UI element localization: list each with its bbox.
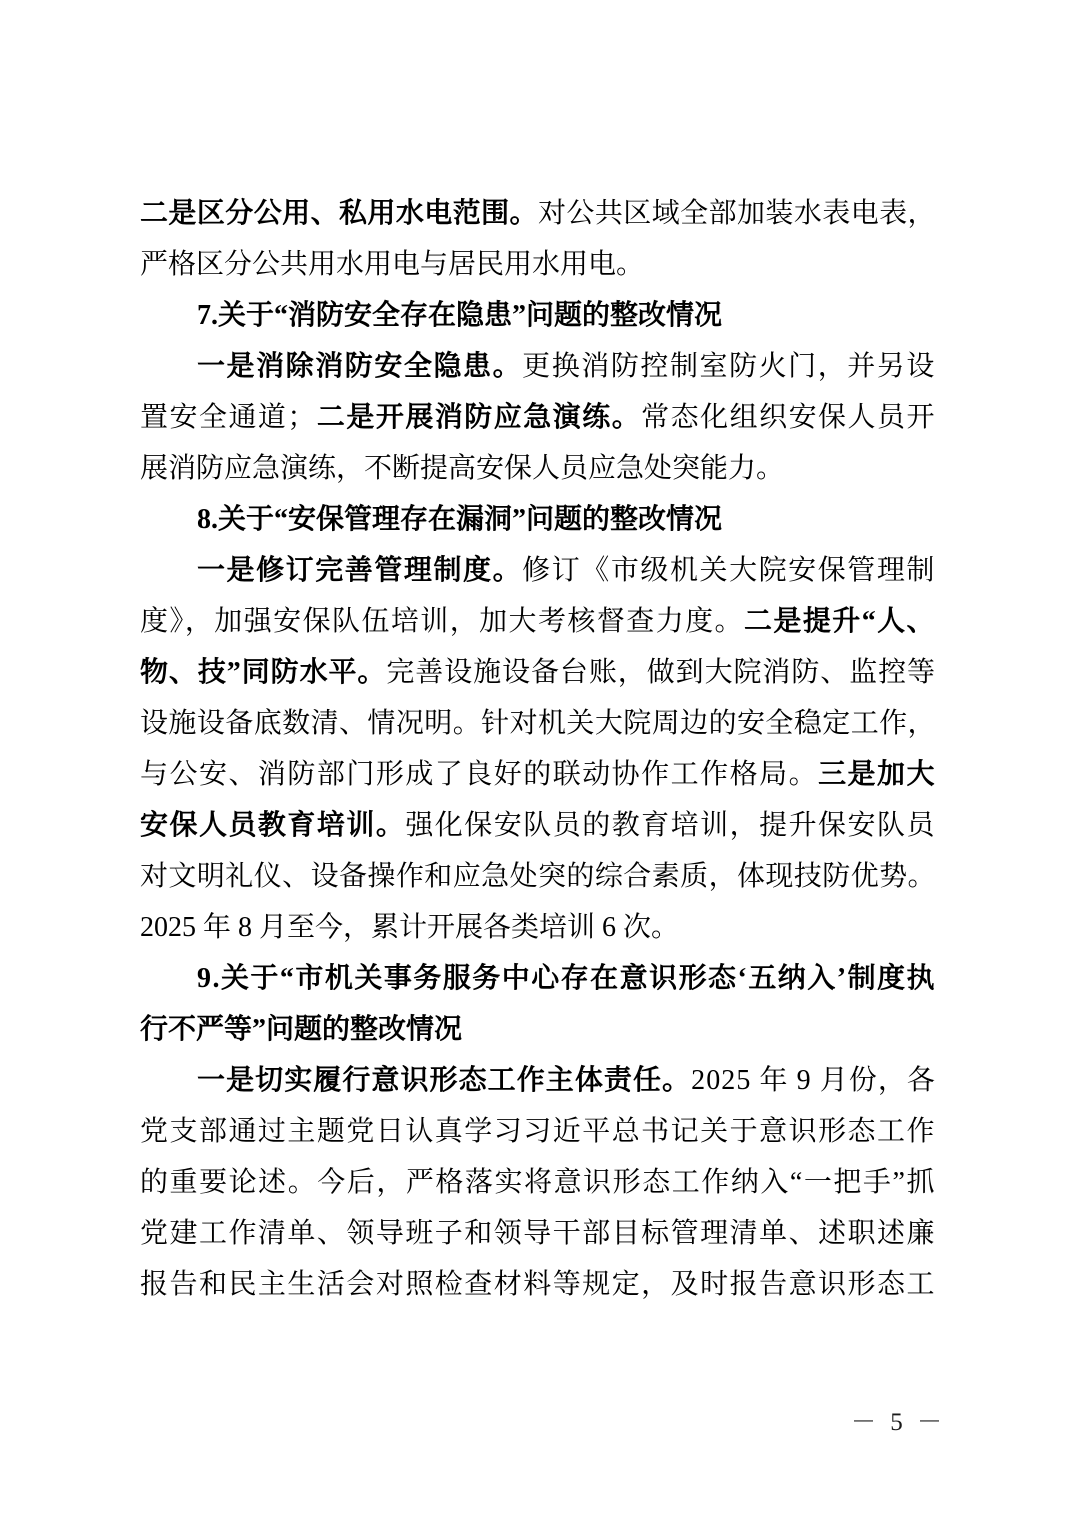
body-text: 对公共区域全部加装水表电表， — [538, 198, 936, 229]
text-line — [140, 1157, 936, 1208]
body-text: 报告和民主生活会对照检查材料等规定，及时报告意识形态工 — [140, 1269, 936, 1300]
body-text: 修订《市级机关大院安保管理制 — [522, 555, 936, 586]
emphasis-text: 物、技”同防水平。 — [140, 657, 387, 688]
emphasis-text: 9.关于“市机关事务服务中心存在意识形态‘五纳入’制度执 — [197, 963, 936, 994]
text-line — [140, 596, 936, 647]
body-text: 对文明礼仪、设备操作和应急处突的综合素质，体现技防优势。 — [140, 861, 936, 892]
heading-line — [140, 953, 936, 1004]
text-line — [140, 698, 936, 749]
text-line — [140, 1055, 936, 1106]
emphasis-text: 二是区分公用、私用水电范围。 — [140, 198, 538, 229]
page-number: － 5 － — [850, 1409, 946, 1436]
body-text: 2025 年 8 月至今，累计开展各类培训 6 次。 — [140, 912, 680, 943]
text-line — [140, 800, 936, 851]
text-line — [140, 188, 936, 239]
body-text: 设施设备底数清、情况明。针对机关大院周边的安全稳定工作， — [140, 708, 936, 739]
emphasis-text: 一是消除消防安全隐患。 — [197, 351, 523, 382]
emphasis-text: 二是开展消防应急演练。 — [316, 402, 642, 433]
emphasis-text: 安保人员教育培训。 — [140, 810, 406, 841]
document-body — [140, 188, 936, 1310]
text-line — [140, 1259, 936, 1310]
text-line — [140, 1208, 936, 1259]
body-text: 更换消防控制室防火门，并另设 — [522, 351, 936, 382]
body-text: 完善设施设备台账，做到大院消防、监控等 — [386, 657, 936, 688]
text-line — [140, 239, 936, 290]
emphasis-text: 行不严等”问题的整改情况 — [140, 1014, 463, 1045]
emphasis-text: 7.关于“消防安全存在隐患”问题的整改情况 — [197, 300, 723, 331]
emphasis-text: 二是提升“人、 — [743, 606, 936, 637]
text-line — [140, 749, 936, 800]
heading-line — [140, 290, 936, 341]
body-text: 置安全通道； — [140, 402, 317, 433]
body-text: 与公安、消防部门形成了良好的联动协作工作格局。 — [140, 759, 819, 790]
text-line — [140, 392, 936, 443]
body-text: 党建工作清单、领导班子和领导干部目标管理清单、述职述廉 — [140, 1218, 936, 1249]
body-text: 的重要论述。今后，严格落实将意识形态工作纳入“一把手”抓 — [140, 1167, 936, 1198]
emphasis-text: 8.关于“安保管理存在漏洞”问题的整改情况 — [197, 504, 723, 535]
text-line — [140, 341, 936, 392]
text-line — [140, 1106, 936, 1157]
body-text: 展消防应急演练，不断提高安保人员应急处突能力。 — [140, 453, 785, 484]
body-text: 严格区分公共用水用电与居民用水用电。 — [140, 249, 645, 280]
body-text: 强化保安队员的教育培训，提升保安队员 — [405, 810, 936, 841]
text-line — [140, 545, 936, 596]
body-text: 度》，加强安保队伍培训，加大考核督查力度。 — [140, 606, 744, 637]
text-line — [140, 902, 936, 953]
text-line — [140, 851, 936, 902]
heading-line — [140, 494, 936, 545]
heading-line — [140, 1004, 936, 1055]
body-text: 2025 年 9 月份，各 — [691, 1065, 936, 1096]
text-line — [140, 443, 936, 494]
body-text: 常态化组织安保人员开 — [641, 402, 936, 433]
emphasis-text: 三是加大 — [818, 759, 936, 790]
emphasis-text: 一是切实履行意识形态工作主体责任。 — [197, 1065, 692, 1096]
text-line — [140, 647, 936, 698]
body-text: 党支部通过主题党日认真学习习近平总书记关于意识形态工作 — [140, 1116, 936, 1147]
emphasis-text: 一是修订完善管理制度。 — [197, 555, 523, 586]
